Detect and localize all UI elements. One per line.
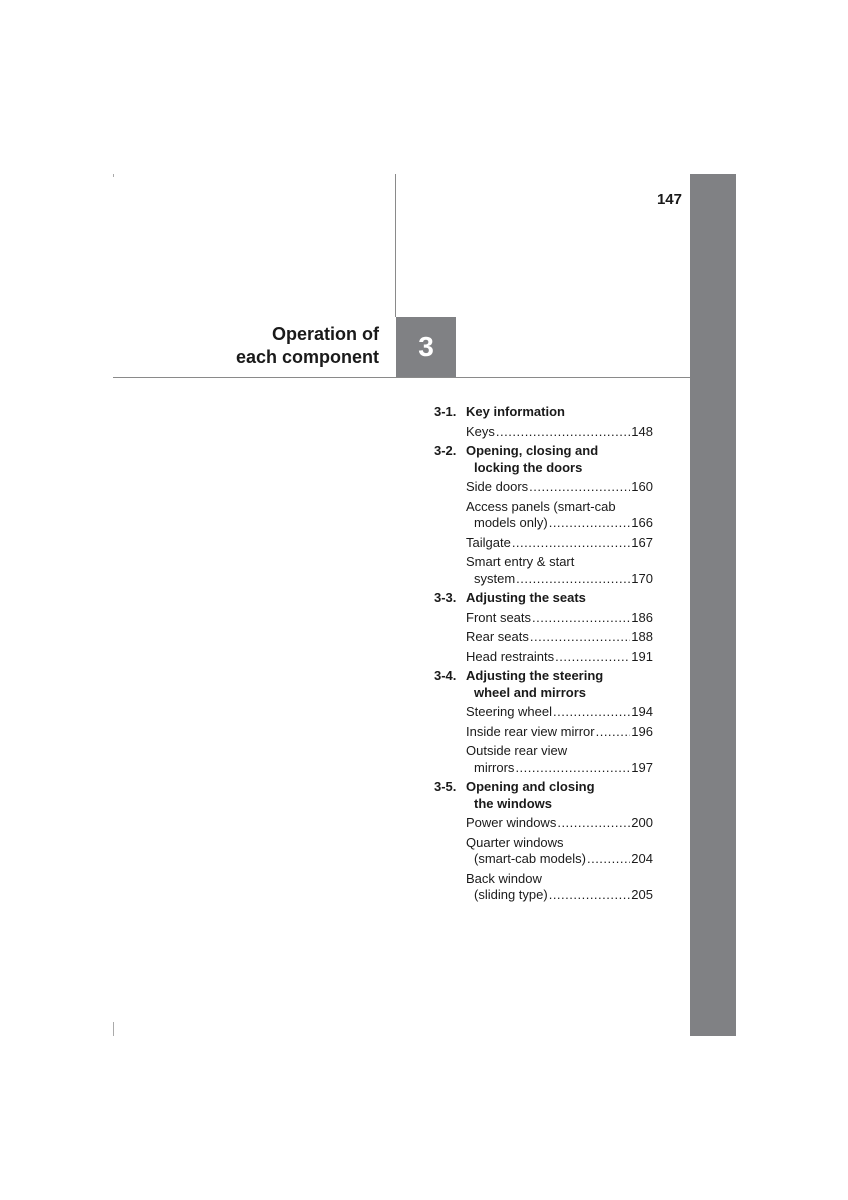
toc-section bbox=[434, 668, 653, 701]
crop-mark-bottom bbox=[113, 1022, 114, 1036]
toc-entry-label: (sliding type) bbox=[474, 887, 548, 902]
toc-entry-line bbox=[466, 535, 653, 552]
toc-section-number: 3-4. bbox=[434, 668, 457, 683]
toc-entry-line bbox=[466, 515, 653, 532]
toc-entry-label: mirrors bbox=[474, 759, 515, 775]
toc-entry-line bbox=[466, 610, 653, 627]
toc-entry-label: Rear seats bbox=[466, 629, 529, 644]
toc-entry-line bbox=[466, 424, 653, 441]
toc-section-title-line: Opening, closing and bbox=[466, 443, 599, 458]
toc-entry[interactable] bbox=[434, 479, 653, 496]
toc-entry-label: Tailgate bbox=[466, 534, 511, 550]
toc-entry-label: (smart-cab models) bbox=[474, 851, 586, 866]
toc-entry-label: Front seats bbox=[466, 609, 532, 625]
toc-section-title[interactable] bbox=[466, 443, 653, 476]
toc-entry[interactable] bbox=[434, 535, 653, 552]
toc-entry-line bbox=[466, 554, 653, 571]
toc-entry-page: 167 bbox=[631, 534, 653, 550]
toc-entry[interactable] bbox=[434, 871, 653, 904]
toc-entry[interactable] bbox=[434, 835, 653, 868]
toc-dot-leader bbox=[596, 724, 631, 741]
toc-section bbox=[434, 404, 653, 421]
chapter-title-line: each component bbox=[235, 347, 379, 367]
toc-entry-line bbox=[466, 815, 653, 832]
toc-section bbox=[434, 443, 653, 476]
toc-entry-page: 196 bbox=[631, 723, 653, 739]
toc-entry-line bbox=[466, 835, 653, 852]
page-number: 147 bbox=[656, 191, 682, 208]
toc-section-title[interactable] bbox=[466, 668, 653, 701]
toc-entry[interactable] bbox=[434, 704, 653, 721]
chapter-title bbox=[236, 323, 379, 369]
toc-entry[interactable] bbox=[434, 649, 653, 666]
toc-entry-label: Outside rear view bbox=[466, 743, 568, 758]
toc-entry-page: 186 bbox=[631, 609, 653, 625]
toc-entry-label: Access panels (smart-cab bbox=[466, 498, 616, 514]
toc-entry-page: 205 bbox=[631, 887, 653, 902]
toc-dot-leader bbox=[529, 479, 630, 496]
toc-section-title-line: the windows bbox=[474, 795, 552, 811]
toc-entry-line bbox=[466, 499, 653, 516]
toc-section-title-line: Key information bbox=[466, 404, 565, 419]
chapter-number-box: 3 bbox=[396, 317, 456, 377]
toc-dot-leader bbox=[512, 535, 630, 552]
toc-section-title-line: Opening and closing bbox=[466, 779, 595, 794]
toc-entry[interactable] bbox=[434, 499, 653, 532]
toc-entry-page: 148 bbox=[631, 423, 653, 439]
toc-entry[interactable] bbox=[434, 815, 653, 832]
toc-entry-label: Head restraints bbox=[466, 648, 555, 664]
chapter-thumb-tab bbox=[690, 174, 736, 1036]
table-of-contents bbox=[434, 404, 653, 904]
toc-entry-line bbox=[466, 851, 653, 868]
toc-entry-label: Steering wheel bbox=[466, 704, 552, 719]
toc-section bbox=[434, 779, 653, 812]
toc-section-number: 3-2. bbox=[434, 443, 457, 458]
toc-entry-label: Keys bbox=[466, 423, 495, 439]
toc-entry[interactable] bbox=[434, 610, 653, 627]
toc-section bbox=[434, 590, 653, 607]
toc-section-title-line: wheel and mirrors bbox=[474, 684, 586, 700]
toc-entry-line bbox=[466, 887, 653, 904]
toc-section-title[interactable] bbox=[466, 590, 653, 607]
toc-entry-line bbox=[466, 479, 653, 496]
toc-entry-page: 197 bbox=[631, 759, 653, 775]
toc-section-title-line: Adjusting the steering bbox=[466, 668, 604, 683]
toc-entry-line bbox=[466, 743, 653, 760]
toc-dot-leader bbox=[532, 610, 630, 627]
toc-entry-label: system bbox=[474, 570, 516, 586]
toc-entry-label: Smart entry & start bbox=[466, 554, 575, 569]
toc-entry-line bbox=[466, 629, 653, 646]
toc-section-number: 3-3. bbox=[434, 590, 457, 605]
toc-entry-line bbox=[466, 704, 653, 721]
toc-entry[interactable] bbox=[434, 724, 653, 741]
toc-entry-label: Power windows bbox=[466, 815, 557, 830]
toc-dot-leader bbox=[557, 815, 630, 832]
toc-entry-line bbox=[466, 571, 653, 588]
toc-entry-page: 200 bbox=[631, 815, 653, 830]
toc-dot-leader bbox=[553, 704, 630, 721]
horizontal-rule bbox=[113, 377, 690, 378]
toc-entry[interactable] bbox=[434, 743, 653, 776]
toc-entry[interactable] bbox=[434, 629, 653, 646]
toc-entry-page: 204 bbox=[631, 851, 653, 866]
toc-entry[interactable] bbox=[434, 424, 653, 441]
toc-entry-label: Side doors bbox=[466, 479, 529, 494]
toc-section-title-line: locking the doors bbox=[474, 459, 583, 475]
toc-dot-leader bbox=[587, 851, 630, 868]
toc-entry-page: 191 bbox=[631, 648, 653, 664]
toc-entry-page: 160 bbox=[631, 479, 653, 494]
chapter-title-line: Operation of bbox=[272, 324, 379, 344]
toc-entry[interactable] bbox=[434, 554, 653, 587]
toc-entry-page: 166 bbox=[631, 515, 653, 530]
toc-entry-label: Back window bbox=[466, 870, 542, 886]
toc-entry-page: 188 bbox=[631, 629, 653, 644]
toc-entry-label: models only) bbox=[474, 515, 548, 530]
toc-section-number: 3-5. bbox=[434, 779, 457, 794]
toc-entry-page: 194 bbox=[631, 704, 653, 719]
toc-dot-leader bbox=[496, 424, 630, 441]
toc-entry-line bbox=[466, 760, 653, 777]
toc-entry-label: Inside rear view mirror bbox=[466, 723, 595, 739]
vertical-rule bbox=[395, 174, 396, 317]
toc-section-number: 3-1. bbox=[434, 404, 457, 419]
toc-dot-leader bbox=[555, 649, 630, 666]
toc-dot-leader bbox=[530, 629, 630, 646]
toc-dot-leader bbox=[549, 515, 631, 532]
toc-dot-leader bbox=[516, 571, 630, 588]
toc-section-title[interactable] bbox=[466, 779, 653, 812]
toc-entry-page: 170 bbox=[631, 570, 653, 586]
toc-dot-leader bbox=[515, 760, 630, 777]
toc-entry-line bbox=[466, 724, 653, 741]
toc-dot-leader bbox=[549, 887, 631, 904]
toc-entry-label: Quarter windows bbox=[466, 834, 564, 850]
toc-entry-line bbox=[466, 871, 653, 888]
crop-mark-top bbox=[113, 174, 114, 177]
toc-section-title[interactable] bbox=[466, 404, 653, 421]
toc-entry-line bbox=[466, 649, 653, 666]
toc-section-title-line: Adjusting the seats bbox=[466, 590, 586, 605]
